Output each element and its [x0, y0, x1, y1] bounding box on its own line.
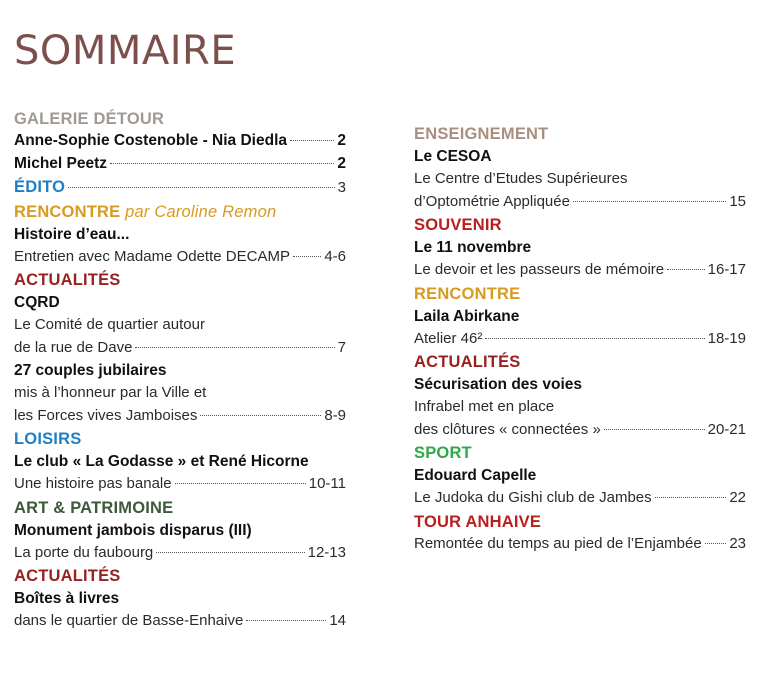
- entry-text: des clôtures « connectées »: [414, 420, 601, 438]
- toc-entry[interactable]: [414, 487, 746, 510]
- dot-leader: [667, 269, 705, 270]
- entry-text: Une histoire pas banale: [14, 475, 172, 492]
- toc-entry[interactable]: [414, 533, 746, 556]
- toc-entry[interactable]: [14, 473, 346, 496]
- article-title: Le CESOA: [414, 148, 492, 165]
- section-rencontre: [14, 201, 346, 269]
- dot-leader: [156, 552, 304, 553]
- toc-entry[interactable]: [414, 259, 746, 282]
- article-title: Edouard Capelle: [414, 467, 537, 484]
- entry-text-line: [414, 396, 746, 419]
- entry-text: mis à l’honneur par la Ville et: [14, 384, 207, 401]
- dot-leader: [293, 256, 321, 257]
- entry-text: Le Judoka du Gishi club de Jambes: [414, 489, 652, 506]
- section-heading: [14, 201, 346, 223]
- section-heading: SOUVENIR: [414, 216, 502, 234]
- section-heading: ENSEIGNEMENT: [414, 125, 549, 143]
- entry-text: La porte du faubourg: [14, 543, 154, 561]
- section-galerie-detour: [14, 108, 346, 175]
- toc-entry[interactable]: [414, 328, 746, 351]
- page-number: 20-21: [707, 420, 746, 438]
- page-number: 3: [337, 179, 346, 196]
- page-number: 2: [337, 132, 346, 149]
- toc-right-column: [414, 122, 746, 555]
- dot-leader: [705, 543, 727, 544]
- section-art-patrimoine: [14, 497, 346, 565]
- toc-entry[interactable]: [14, 175, 346, 200]
- page-number: 23: [729, 534, 746, 552]
- entry-text: Anne-Sophie Costenoble - Nia Diedla: [14, 132, 287, 149]
- section-heading: GALERIE DÉTOUR: [14, 110, 165, 128]
- section-actualites-2: [14, 565, 346, 633]
- entry-text-line: [414, 168, 746, 191]
- section-edito: [14, 175, 346, 200]
- page-number: 10-11: [308, 475, 346, 492]
- section-heading: LOISIRS: [14, 430, 82, 448]
- entry-text: les Forces vives Jamboises: [14, 406, 198, 424]
- entry-text: d’Optométrie Appliquée: [414, 192, 570, 210]
- entry-text: Le Centre d’Etudes Supérieures: [414, 170, 628, 187]
- section-heading: SPORT: [414, 444, 472, 462]
- section-heading-text: RENCONTRE: [14, 202, 121, 221]
- entry-text-line: [14, 382, 346, 405]
- page-title: SOMMAIRE: [14, 28, 237, 74]
- section-heading: RENCONTRE: [414, 284, 521, 303]
- entry-text: Entretien avec Madame Odette DECAMP: [14, 247, 290, 265]
- section-enseignement: [414, 123, 746, 213]
- page-number: 15: [729, 192, 746, 210]
- toc-entry[interactable]: [14, 153, 346, 176]
- entry-text: Remontée du temps au pied de l’Enjambée: [414, 534, 702, 552]
- article-title: Laila Abirkane: [414, 307, 520, 325]
- dot-leader: [573, 201, 726, 202]
- entry-text: Le Comité de quartier autour: [14, 316, 205, 333]
- section-heading: ACTUALITÉS: [14, 567, 121, 585]
- page-number: 22: [729, 489, 746, 506]
- toc-left-column: [14, 107, 346, 633]
- dot-leader: [290, 140, 334, 141]
- article-title: Boîtes à livres: [14, 590, 120, 607]
- page-number: 2: [337, 154, 346, 172]
- dot-leader: [135, 347, 334, 348]
- entry-text: Atelier 46²: [414, 329, 483, 347]
- section-heading: ACTUALITÉS: [414, 353, 521, 371]
- toc-entry[interactable]: [14, 610, 346, 633]
- section-tour-anhaive: [414, 511, 746, 556]
- page-number: 7: [337, 338, 346, 356]
- entry-text-line: [14, 314, 346, 337]
- section-heading: ART & PATRIMOINE: [14, 498, 174, 517]
- page-number: 8-9: [324, 406, 346, 424]
- toc-entry[interactable]: [14, 246, 346, 269]
- entry-text: Michel Peetz: [14, 154, 108, 172]
- section-heading: ÉDITO: [14, 178, 66, 196]
- byline: par Caroline Remon: [125, 202, 277, 221]
- toc-entry[interactable]: [14, 405, 346, 428]
- dot-leader: [246, 620, 326, 621]
- dot-leader: [175, 483, 306, 484]
- entry-text: Le devoir et les passeurs de mémoire: [414, 261, 665, 278]
- section-sport: [414, 442, 746, 510]
- article-title: 27 couples jubilaires: [14, 362, 167, 379]
- page-number: 4-6: [324, 247, 346, 265]
- dot-leader: [485, 338, 704, 339]
- entry-text: Infrabel met en place: [414, 398, 555, 415]
- section-actualites-3: [414, 351, 746, 441]
- article-title: Histoire d’eau...: [14, 225, 130, 243]
- toc-entry[interactable]: [414, 419, 746, 442]
- article-title: Le 11 novembre: [414, 239, 532, 256]
- toc-entry[interactable]: [14, 337, 346, 360]
- page-number: 14: [329, 612, 346, 629]
- dot-leader: [68, 187, 335, 188]
- dot-leader: [604, 429, 705, 430]
- article-title: Le club « La Godasse » et René Hicorne: [14, 453, 309, 470]
- article-title: Sécurisation des voies: [414, 376, 582, 393]
- toc-entry[interactable]: [14, 130, 346, 153]
- page-number: 16-17: [707, 261, 746, 278]
- page-number: 18-19: [707, 329, 746, 347]
- dot-leader: [110, 163, 334, 164]
- page-number: 12-13: [307, 543, 346, 561]
- dot-leader: [655, 497, 727, 498]
- section-rencontre-2: [414, 283, 746, 351]
- entry-text: de la rue de Dave: [14, 338, 133, 356]
- section-actualites: [14, 269, 346, 427]
- toc-entry[interactable]: [414, 191, 746, 214]
- section-loisirs: [14, 428, 346, 496]
- entry-text: dans le quartier de Basse-Enhaive: [14, 612, 244, 629]
- section-souvenir: [414, 214, 746, 282]
- section-heading: ACTUALITÉS: [14, 271, 121, 289]
- article-title: CQRD: [14, 294, 60, 311]
- toc-entry[interactable]: [14, 542, 346, 565]
- article-title: Monument jambois disparus (III): [14, 521, 252, 539]
- section-heading: TOUR ANHAIVE: [414, 512, 542, 531]
- dot-leader: [200, 415, 321, 416]
